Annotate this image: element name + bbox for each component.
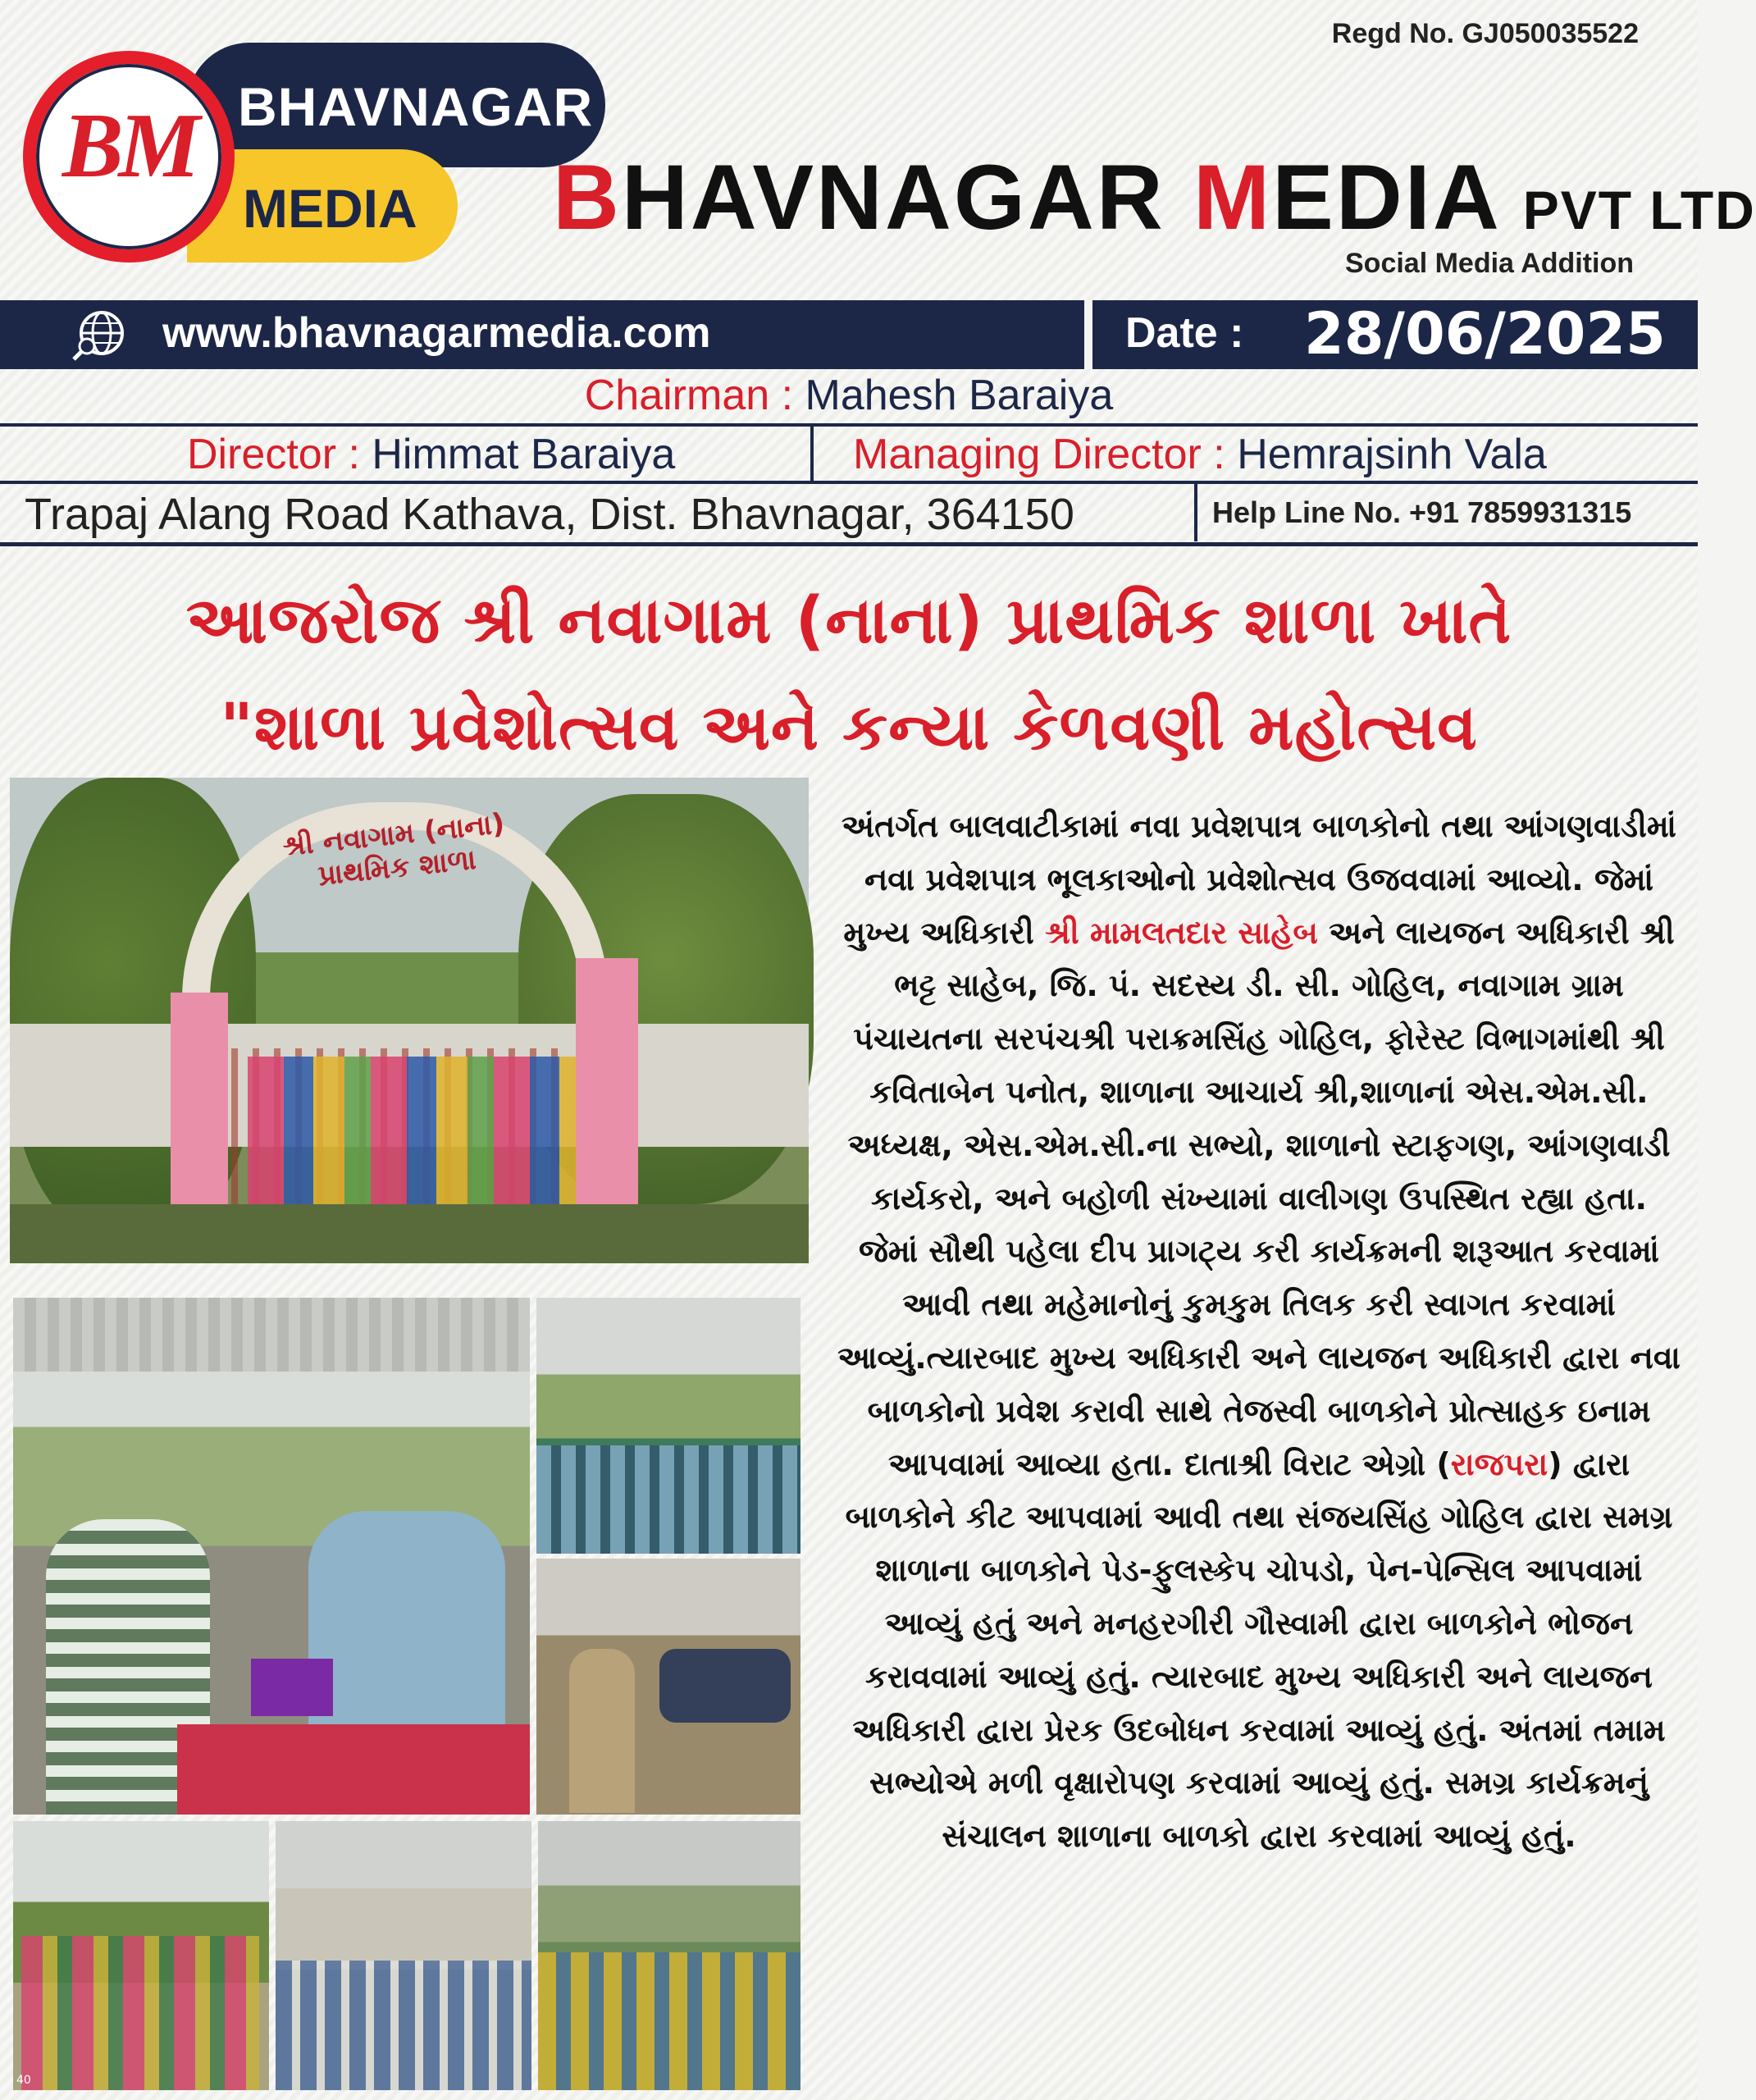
logo-line1: BHAVNAGAR [238,76,594,137]
arch-sign: શ્રી નવાગામ (નાના) પ્રાથમિક શાળા [281,807,507,892]
photo-number: 40 [16,2074,31,2087]
chairman-name: Mahesh Baraiya [805,372,1114,419]
brand-edia: EDIA [1272,146,1502,249]
logo-line2: MEDIA [243,178,417,239]
md-name: Hemrajsinh Vala [1237,431,1547,478]
date-label: Date : [1125,309,1244,357]
article-body [837,800,1681,1863]
directors-row [0,423,1698,484]
bar-divider [1084,300,1092,369]
article-highlight: રાજપરા [1450,1445,1548,1482]
chairman-label: Chairman : [584,372,805,419]
helpline: Help Line No. +91 7859931315 [1212,495,1632,529]
website-link[interactable]: www.bhavnagarmedia.com [162,309,711,357]
logo-initials: BM [62,95,196,197]
article-text: અને લાયજન અધિકારી શ્રી ભટ્ટ સાહેબ, જિ. પં. સદસ્ય ડી. સી. ગોહિલ, નવાગામ ગ્રામ પંચાયતના સરપંચશ્રી પરાક્રમસિંહ ગોહિલ, ફોરેસ્ટ વિભાગમાંથી શ્રી કવિતાબેન પનોત, શાળાના આચાર્ય શ્રી,શાળાનાં એસ.એમ.સી. અધ્યક્ષ, એસ.એમ.સી.ના સભ્યો, શાળાનો સ્ટાફગણ, આંગણવાડી કાર્યકરો, અને બહોળી સંખ્યામાં વાલીગણ ઉપસ્થિત રહ્યા હતા. જેમાં સૌથી પહેલા દીપ પ્રાગટ્ય કરી કાર્યક્રમની શરૂઆત કરવામાં આવી તથા મહેમાનોનું કુમકુમ તિલક કરી સ્વાગત કરવામાં આવ્યું.ત્યારબાદ મુખ્ય અધિકારી અને લાયજન અધિકારી દ્વારા નવા બાળકોનો પ્રવેશ કરાવી સાથે તેજસ્વી બાળકોને પ્રોત્સાહક ઇનામ આપવામાં આવ્યા હતા. દાતાશ્રી વિરાટ એગ્રો ( [837,914,1681,1482]
article-highlight: શ્રી મામલતદાર સાહેબ [1044,914,1318,951]
students-with-kits-photo [538,1821,800,2090]
managing-director-info [853,430,1547,479]
headline-line1: આજરોજ શ્રી નવાગામ (નાના) પ્રાથમિક શાળા ખાતે [185,584,1512,658]
globe-search-icon [69,308,135,361]
row-separator [1194,484,1197,541]
school-gate-photo [10,778,809,1263]
info-bar [0,300,1698,369]
md-label: Managing Director : [853,431,1238,478]
date-value: 28/06/2025 [1304,300,1666,368]
girls-performance-photo [13,1821,269,2090]
director-label: Director : [187,431,372,478]
brand-b: B [553,146,622,249]
brand-havnagar: HAVNAGAR [621,146,1193,249]
dancing-girls [248,1057,576,1212]
kit-distribution-photo [13,1298,530,1815]
article-text: ) દ્વારા બાળકોને કીટ આપવામાં આવી તથા સંજયસિંહ ગોહિલ દ્વારા સમગ્ર શાળાના બાળકોને પેડ-ફુલસ્કેપ ચોપડો, પેન-પેન્સિલ આપવામાં આવ્યું હતું અને મનહરગીરી ગૌસ્વામી દ્વારા બાળકોને ભોજન કરાવવામાં આવ્યું હતું. ત્યારબાદ મુખ્ય અધિકારી અને લાયજન અધિકારી દ્વારા પ્રેરક ઉદબોધન કરવામાં આવ્યું હતું. અંતમાં તમામ સભ્યોએ મળી વૃક્ષારોપણ કરવામાં આવ્યું હતું. સમગ્ર કાર્યક્રમનું સંચાલન શાળાના બાળકો દ્વારા કરવામાં આવ્યું હતું. [845,1445,1673,1855]
brand-title [553,144,1756,250]
headline-line2: "શાળા પ્રવેશોત્સવ અને કન્યા કેળવણી મહોત્સવ [220,691,1478,765]
director-info [187,430,675,479]
brand-m: M [1193,146,1273,249]
registration-number: Regd No. GJ050035522 [1331,18,1639,49]
tagline: Social Media Addition [1345,248,1634,279]
article-text: અંતર્ગત બાલવાટીકામાં નવા પ્રવેશપાત્ર બાળકોનો તથા આંગણવાડીમાં નવા પ્રવેશપાત્ર ભૂલકાઓનો પ્રવેશોત્સવ ઉજવવામાં આવ્યો. જેમાં મુખ્ય અધિકારી [842,808,1676,951]
director-name: Himmat Baraiya [372,431,676,478]
address: Trapaj Alang Road Kathava, Dist. Bhavnagar, 364150 [25,490,1074,539]
brand-suffix: PVT LTD [1522,180,1756,240]
meal-photo [276,1821,531,2090]
company-logo [23,43,597,264]
chairman-row [0,371,1698,423]
students-seated-photo [536,1298,800,1554]
row-separator [810,427,814,481]
address-row [0,484,1698,546]
tree-planting-photo [536,1559,800,1815]
